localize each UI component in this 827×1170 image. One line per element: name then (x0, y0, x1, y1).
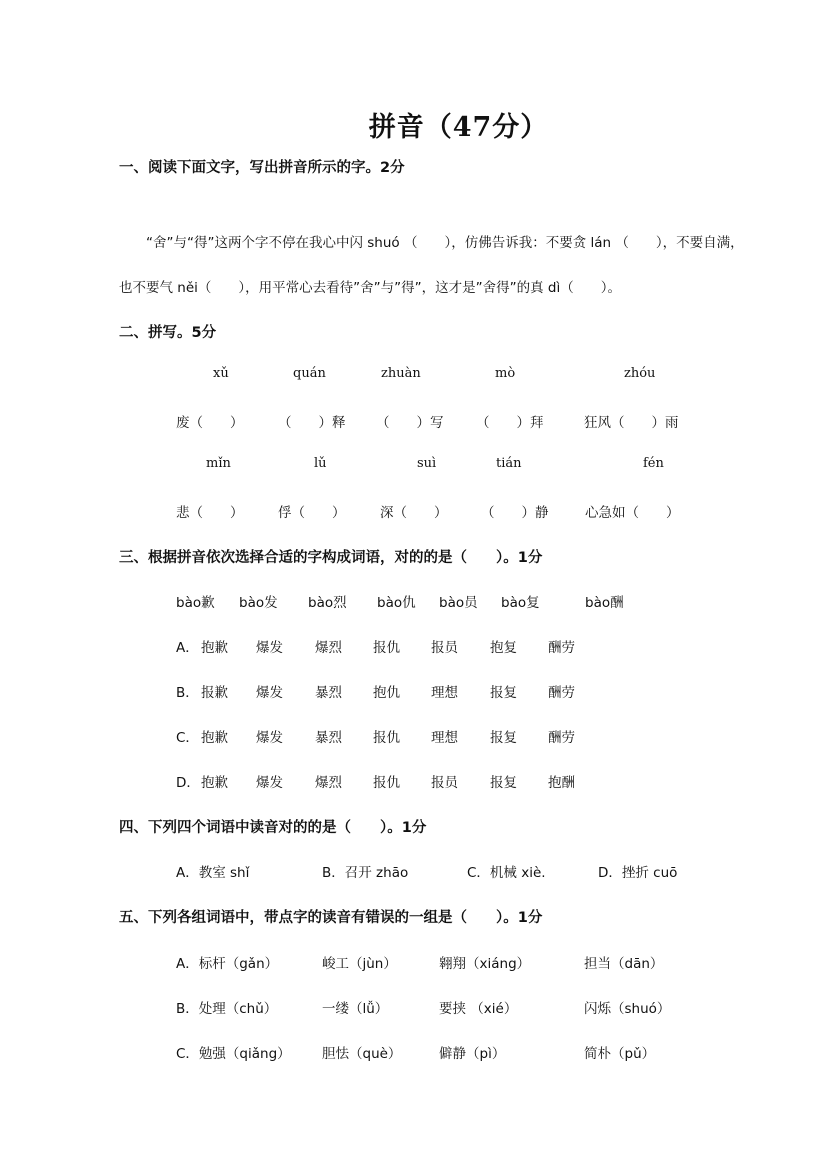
option-d-word-4: 报仇 (373, 775, 400, 791)
prompt-6: bào复 (501, 595, 540, 611)
s5-b-2: 一缕（lǚ） (322, 1001, 389, 1017)
option-a-label: A． (176, 640, 199, 656)
option-b-label: B． (176, 685, 199, 701)
option-d-word-3: 爆烈 (315, 775, 342, 791)
option-b-word-6: 报复 (490, 685, 517, 701)
s5-c-4: 简朴（pǔ） (584, 1046, 656, 1062)
blank-word-jing: （ ）静 (481, 505, 549, 521)
option-c-word-1: 抱歉 (201, 730, 228, 746)
section-2-heading: 二、拼写。5分 (119, 325, 217, 341)
pinyin-xu: xǔ (213, 366, 229, 381)
pinyin-sui: suì (417, 456, 437, 471)
pinyin-tian: tián (496, 456, 522, 471)
prompt-7: bào酬 (585, 595, 624, 611)
option-c-word-7: 酬劳 (548, 730, 575, 746)
option-a-word-4: 报仇 (373, 640, 400, 656)
pinyin-zhuan: zhuàn (381, 366, 421, 381)
option-c-word-2: 爆发 (256, 730, 283, 746)
option-b-word-5: 理想 (431, 685, 458, 701)
s4-option-c: C．机械 xiè. (467, 865, 546, 881)
option-b-word-1: 报歉 (201, 685, 228, 701)
option-c-word-4: 报仇 (373, 730, 400, 746)
pinyin-lu: lǔ (314, 456, 327, 471)
pinyin-quan: quán (293, 366, 326, 381)
section-1-line-1: “舍”与“得”这两个字不停在我心中闪 shuó （ ），仿佛告诉我：不要贪 lán （ ），不要自满， (146, 235, 744, 251)
blank-word-xinjiru: 心急如（ ） (585, 505, 680, 521)
option-b-word-3: 暴烈 (315, 685, 342, 701)
option-c-word-5: 理想 (431, 730, 458, 746)
s5-a-3: 翱翔（xiáng） (439, 956, 531, 972)
option-c-label: C． (176, 730, 199, 746)
prompt-1: bào歉 (176, 595, 215, 611)
s5-b-4: 闪烁（shuó） (584, 1001, 671, 1017)
s5-a-2: 峻工（jùn） (322, 956, 397, 972)
option-d-word-2: 爆发 (256, 775, 283, 791)
prompt-4: bào仇 (377, 595, 416, 611)
section-1-heading: 一、阅读下面文字，写出拼音所示的字。2分 (119, 160, 405, 176)
section-1-line-2: 也不要气 něi（ ），用平常心去看待”舍”与”得”，这才是”舍得”的真 dì（ ）。 (119, 280, 621, 296)
option-c-word-6: 报复 (490, 730, 517, 746)
blank-word-shen: 深（ ） (380, 505, 448, 521)
option-a-word-5: 报员 (431, 640, 458, 656)
option-d-word-5: 报员 (431, 775, 458, 791)
blank-word-bai: （ ）拜 (476, 415, 544, 431)
blank-word-xie: （ ）写 (376, 415, 444, 431)
s4-option-d: D．挫折 cuō (598, 865, 678, 881)
option-a-word-1: 抱歉 (201, 640, 228, 656)
section-5-heading: 五、下列各组词语中，带点字的读音有错误的一组是（ ）。1分 (119, 910, 543, 926)
s5-a-4: 担当（dān） (584, 956, 664, 972)
pinyin-fen: fén (643, 456, 664, 471)
s5-c-2: 胆怯（què） (322, 1046, 402, 1062)
blank-word-fu: 俘（ ） (278, 505, 346, 521)
prompt-3: bào烈 (308, 595, 347, 611)
option-d-label: D． (176, 775, 200, 791)
option-b-word-4: 抱仇 (373, 685, 400, 701)
page-title: 拼音（47分） (368, 112, 549, 143)
option-b-word-2: 爆发 (256, 685, 283, 701)
s5-b-1: B．处理（chǔ） (176, 1001, 278, 1017)
option-a-word-7: 酬劳 (548, 640, 575, 656)
option-c-word-3: 暴烈 (315, 730, 342, 746)
prompt-2: bào发 (239, 595, 278, 611)
option-d-word-7: 抱酬 (548, 775, 575, 791)
option-b-word-7: 酬劳 (548, 685, 575, 701)
blank-word-bei: 悲（ ） (176, 505, 244, 521)
s5-c-1: C．勉强（qiǎng） (176, 1046, 291, 1062)
s5-a-1: A．标杆（gǎn） (176, 956, 279, 972)
option-d-word-6: 报复 (490, 775, 517, 791)
s5-c-3: 僻静（pì） (439, 1046, 506, 1062)
blank-word-shi: （ ）释 (278, 415, 346, 431)
pinyin-zhou: zhóu (624, 366, 656, 381)
s4-option-a: A．教室 shǐ (176, 865, 250, 881)
option-a-word-3: 爆烈 (315, 640, 342, 656)
blank-word-kuangfeng: 狂风（ ）雨 (584, 415, 679, 431)
option-a-word-2: 爆发 (256, 640, 283, 656)
section-4-heading: 四、下列四个词语中读音对的的是（ ）。1分 (119, 820, 427, 836)
option-d-word-1: 抱歉 (201, 775, 228, 791)
pinyin-mo: mò (495, 366, 516, 381)
prompt-5: bào员 (439, 595, 478, 611)
pinyin-min: mǐn (206, 456, 231, 471)
blank-word-fei: 废（ ） (176, 415, 244, 431)
s5-b-3: 要挟 （xié） (439, 1001, 518, 1017)
section-3-heading: 三、根据拼音依次选择合适的字构成词语，对的的是（ ）。1分 (119, 550, 543, 566)
option-a-word-6: 抱复 (490, 640, 517, 656)
s4-option-b: B．召开 zhāo (322, 865, 409, 881)
